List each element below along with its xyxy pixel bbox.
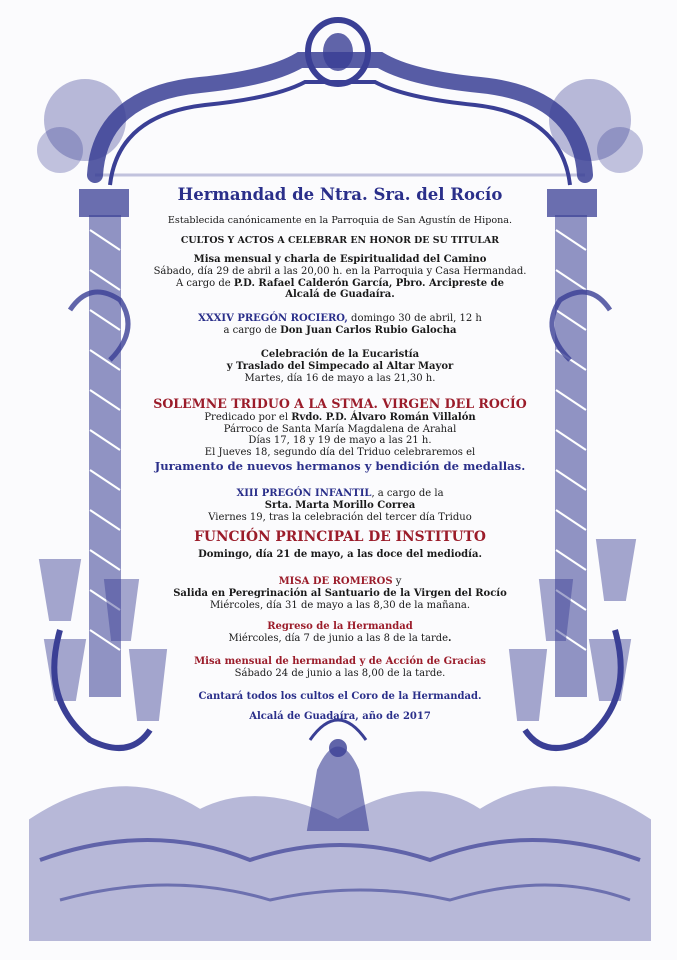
misa-camino-title: Misa mensual y charla de Espiritualidad del Camino bbox=[193, 254, 487, 265]
pregon-by: a cargo de bbox=[223, 324, 281, 336]
pregon-infantil-title: XIII PREGÓN INFANTIL bbox=[236, 488, 372, 499]
pregon-title: XXXIV PREGÓN ROCIERO, bbox=[198, 313, 348, 324]
pregon-infantil-date: Viernes 19, tras la celebración del tercer día Triduo bbox=[208, 511, 472, 523]
misa-camino-date: Sábado, día 29 de abril a las 20,00 h. en la Parroquia y Casa Hermandad. bbox=[153, 265, 527, 277]
accion-gracias-date: Sábado 24 de junio a las 8,00 de la tarde. bbox=[234, 667, 446, 679]
eucaristia-subtitle: y Traslado del Simpecado al Altar Mayor bbox=[226, 360, 454, 372]
misa-camino-by: A cargo de bbox=[175, 277, 234, 289]
romeros-title: MISA DE ROMEROS bbox=[278, 576, 393, 587]
event-eucaristia bbox=[150, 349, 530, 384]
event-pregon bbox=[150, 313, 530, 337]
regreso-period: . bbox=[448, 632, 452, 644]
misa-camino-celebrant: P.D. Rafael Calderón García, Pbro. Arcipreste de bbox=[233, 277, 505, 289]
event-accion-gracias bbox=[150, 656, 530, 680]
pregon-infantil-by: , a cargo de la bbox=[371, 488, 444, 499]
event-regreso bbox=[150, 621, 530, 645]
triduo-preacher-role: Párroco de Santa María Magdalena de Arahal bbox=[223, 423, 457, 435]
event-funcion bbox=[150, 529, 530, 561]
pregon-date: domingo 30 de abril, 12 h bbox=[347, 313, 482, 324]
event-misa-camino bbox=[150, 254, 530, 301]
eucaristia-title: Celebración de la Eucaristía bbox=[260, 349, 420, 360]
event-romeros bbox=[150, 576, 530, 611]
triduo-oath: Juramento de nuevos hermanos y bendición de medallas. bbox=[154, 459, 526, 474]
romeros-peregrinacion: Salida en Peregrinación al Santuario de la Virgen del Rocío bbox=[173, 587, 507, 599]
funcion-date: Domingo, día 21 de mayo, a las doce del mediodía. bbox=[198, 549, 482, 561]
eucaristia-date: Martes, día 16 de mayo a las 21,30 h. bbox=[244, 372, 436, 384]
accion-gracias-title: Misa mensual de hermandad y de Acción de Gracias bbox=[194, 656, 486, 667]
footer-date: Alcalá de Guadaíra, año de 2017 bbox=[249, 711, 431, 722]
misa-camino-celebrant-place: Alcalá de Guadaíra. bbox=[285, 289, 395, 301]
brotherhood-title: Hermandad de Ntra. Sra. del Rocío bbox=[177, 185, 503, 204]
subtitle-text: Establecida canónicamente en la Parroquia de San Agustín de Hipona. bbox=[167, 215, 513, 226]
coro-note: Cantará todos los cultos el Coro de la Hermandad. bbox=[198, 691, 482, 702]
pregon-speaker: Don Juan Carlos Rubio Galocha bbox=[280, 324, 457, 336]
regreso-title: Regreso de la Hermandad bbox=[267, 621, 413, 632]
triduo-note: El Jueves 18, segundo día del Triduo celebraremos el bbox=[204, 447, 476, 459]
regreso-date: Miércoles, día 7 de junio a las 8 de la tarde bbox=[228, 632, 449, 644]
pregon-infantil-speaker: Srta. Marta Morillo Correa bbox=[264, 499, 416, 511]
brotherhood-subtitle bbox=[150, 209, 530, 228]
triduo-by: Predicado por el bbox=[204, 411, 292, 423]
event-triduo bbox=[150, 397, 530, 474]
event-pregon-infantil bbox=[150, 488, 530, 523]
triduo-title: SOLEMNE TRIDUO A LA STMA. VIRGEN DEL ROCÍO bbox=[153, 396, 527, 411]
romeros-date: Miércoles, día 31 de mayo a las 8,30 de la mañana. bbox=[209, 599, 471, 611]
funcion-title: FUNCIÓN PRINCIPAL DE INSTITUTO bbox=[194, 529, 486, 545]
triduo-preacher: Rvdo. P.D. Álvaro Román Villalón bbox=[291, 411, 476, 423]
romeros-and: y bbox=[392, 576, 402, 587]
cults-heading: CULTOS Y ACTOS A CELEBRAR EN HONOR DE SU TITULAR bbox=[180, 235, 500, 246]
triduo-dates: Días 17, 18 y 19 de mayo a las 21 h. bbox=[248, 435, 432, 447]
